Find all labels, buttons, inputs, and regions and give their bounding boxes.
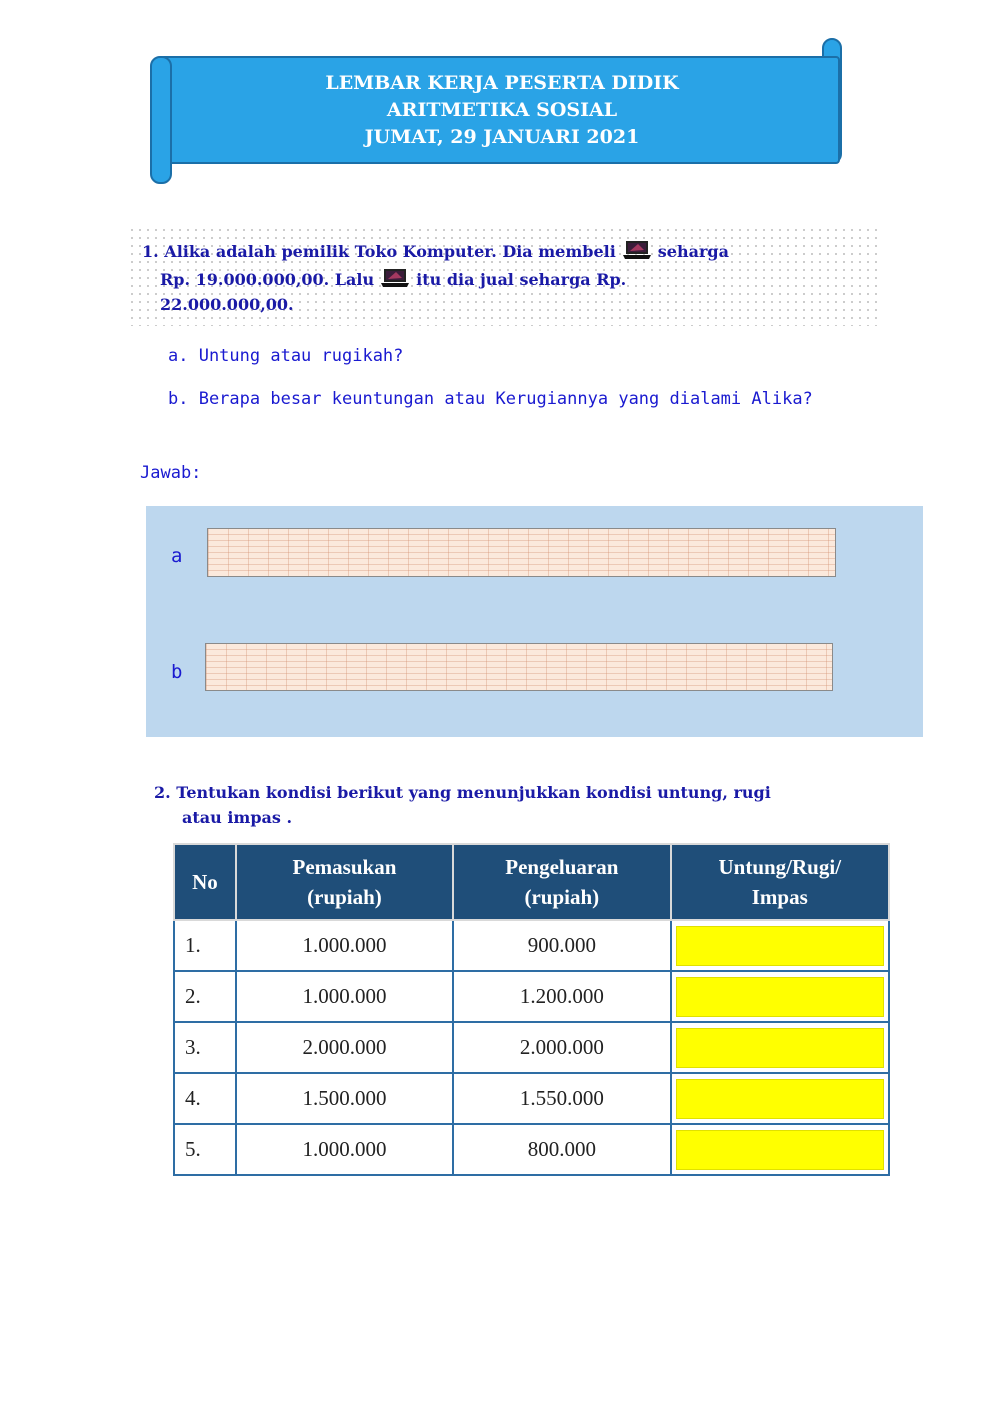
- question-2-line-1: 2. Tentukan kondisi berikut yang menunjukkan kondisi untung, rugi: [154, 783, 771, 802]
- header-income-line-1: Pemasukan: [292, 855, 397, 879]
- header-result-line-2: Impas: [751, 885, 808, 909]
- row-result-cell: [671, 971, 889, 1022]
- result-input[interactable]: [676, 1079, 884, 1119]
- header-income-line-2: (rupiah): [307, 885, 382, 909]
- row-income: 1.000.000: [236, 971, 453, 1022]
- row-expense: 2.000.000: [453, 1022, 670, 1073]
- question-1-line-1: [142, 238, 872, 266]
- header-expense-line-1: Pengeluaran: [505, 855, 619, 879]
- title-line-2: ARITMETIKA SOSIAL: [386, 99, 618, 121]
- question-1-line-1-end: seharga: [657, 242, 729, 261]
- answer-a-input[interactable]: [207, 528, 836, 577]
- row-income: 1.000.000: [236, 920, 453, 971]
- table-row: [174, 971, 889, 1022]
- result-input[interactable]: [676, 926, 884, 966]
- row-expense: 800.000: [453, 1124, 670, 1175]
- row-income: 1.000.000: [236, 1124, 453, 1175]
- title-line-3: JUMAT, 29 JANUARI 2021: [364, 126, 640, 148]
- question-1-sub-b: b. Berapa besar keuntungan atau Kerugiannya yang dialami Alika?: [168, 389, 813, 409]
- question-1-line-2-end: itu dia jual seharga Rp.: [416, 270, 627, 289]
- row-no: 1.: [174, 920, 236, 971]
- header-no: No: [174, 844, 236, 920]
- question-1-line-2-text: Rp. 19.000.000,00. Lalu: [160, 270, 375, 289]
- question-1-line-2: [142, 266, 872, 294]
- answer-a-label: a: [171, 545, 183, 567]
- table-header-row: [174, 844, 889, 920]
- row-no: 4.: [174, 1073, 236, 1124]
- table-row: [174, 920, 889, 971]
- question-1-line-3: 22.000.000,00.: [160, 295, 294, 314]
- header-result-line-1: Untung/Rugi/: [718, 855, 842, 879]
- row-no: 2.: [174, 971, 236, 1022]
- row-expense: 900.000: [453, 920, 670, 971]
- laptop-icon: [380, 268, 410, 288]
- result-input[interactable]: [676, 1028, 884, 1068]
- row-result-cell: [671, 1022, 889, 1073]
- row-expense: 1.550.000: [453, 1073, 670, 1124]
- table-row: [174, 1124, 889, 1175]
- header-expense-line-2: (rupiah): [524, 885, 600, 909]
- title-line-1: LEMBAR KERJA PESERTA DIDIK: [325, 72, 679, 94]
- question-2-line-2: atau impas .: [182, 808, 293, 827]
- row-result-cell: [671, 920, 889, 971]
- page-title: [172, 70, 832, 151]
- result-input[interactable]: [676, 977, 884, 1017]
- jawab-label: Jawab:: [140, 463, 202, 483]
- answer-b-input[interactable]: [205, 643, 833, 691]
- answer-b-label: b: [171, 661, 183, 683]
- row-no: 5.: [174, 1124, 236, 1175]
- question-1-line-1-text: 1. Alika adalah pemilik Toko Komputer. Dia membeli: [142, 242, 616, 261]
- laptop-icon: [622, 240, 652, 260]
- header-income: [236, 844, 453, 920]
- row-result-cell: [671, 1124, 889, 1175]
- question-1-sub-a: a. Untung atau rugikah?: [168, 346, 404, 366]
- row-no: 3.: [174, 1022, 236, 1073]
- result-input[interactable]: [676, 1130, 884, 1170]
- row-income: 2.000.000: [236, 1022, 453, 1073]
- question-1-text: [142, 238, 872, 316]
- banner-scroll-roll-left: [150, 56, 172, 184]
- profit-loss-table: [173, 843, 890, 1176]
- question-2-text: [154, 780, 914, 830]
- row-expense: 1.200.000: [453, 971, 670, 1022]
- row-income: 1.500.000: [236, 1073, 453, 1124]
- table-row: [174, 1073, 889, 1124]
- header-result: [671, 844, 889, 920]
- row-result-cell: [671, 1073, 889, 1124]
- table-row: [174, 1022, 889, 1073]
- header-expense: [453, 844, 670, 920]
